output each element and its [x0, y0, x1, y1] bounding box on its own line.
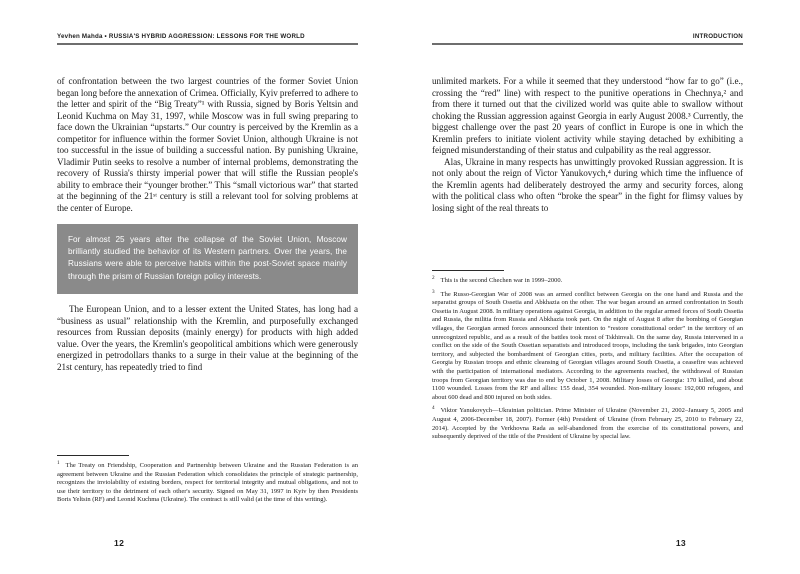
page-right — [400, 0, 800, 574]
folio-left: 12 — [114, 538, 125, 548]
paragraph-right-1: unlimited markets. For a while it seemed that they understood “how far to go” (i.e., crossing the “red” line) with respect to the punitive operations in Chechnya,² and from there it turned out that the civilized world was quite able to swallow without choking the Russian aggression against Georgia in early August 2008.³ Currently, the biggest challenge over the past 20 years of conflict in Europe is one in which the Kremlin prefers to initiate violent activity while staying detached by exhibiting a feigned misunderstanding of their status and culpability as the real aggressor. — [432, 76, 743, 156]
footnote-item — [57, 459, 358, 505]
footnote-number: 4 — [432, 405, 435, 412]
footnote-text: The Russo-Georgian War of 2008 was an armed conflict between Georgia on the one hand and Russia and the separatist groups of South Ossetia and Abkhazia on the other. The war began around an armed confrontation in South Ossetia in August 2008. In military operations against Georgia, in addition to the regular armed forces of South Ossetia and Russia, the militia from Russia and Abkhazia took part. On the night of August 8 after the bombing of Georgian villages, the Georgian armed forces announced their intention to “restore constitutional order” in the territory of an unrecognized republic, and as a result of the battles took most of Tskhinvali. On the same day, Russia intervened in a conflict on the side of the South Ossetian separatists and introduced troops, including the tank brigades, into Georgian territory, and subjected the bombardment of Georgian cities, ports, and military facilities. After the occupation of Georgia by Russian troops and ethnic cleansing of Georgian villages around South Ossetia, a ceasefire was achieved with the participation of international mediators. According to the agreements reached, the withdrawal of Russian troops from Georgian territory was due to end by October 1, 2008. Military losses of Georgia: 170 killed, and about 1100 wounded. Losses from the RF and allies: 155 dead, 354 wounded. Non-military losses: 192,000 refugees, and about 600 dead and 800 injured on both sides. — [432, 290, 743, 401]
footnote-number: 1 — [57, 459, 60, 466]
running-head-rule-right — [432, 43, 743, 45]
footnote-number: 3 — [432, 288, 435, 295]
footnotes-left — [57, 455, 358, 505]
paragraph-left-1: of confrontation between the two largest countries of the former Soviet Union began long before the annexation of Crimea. Officially, Kyiv preferred to adhere to the letter and spirit of the “Big Treaty”¹ with Russia, signed by Boris Yeltsin and Leonid Kuchma on May 31, 1997, while Moscow was in full swing preparing to face down the Ukrainian “upstarts.” Our country is perceived by the Kremlin as a competitor for influence within the former Soviet Union, although Ukraine is not too successful in the issue of building a successful nation. By punishing Ukraine, Vladimir Putin seeks to resolve a number of internal problems, demonstrating the recovery of Russia's thirsty imperial power that will stifle the Russian people's ability to embrace their “younger brother.” This “small victorious war” that started at the beginning of the 21ˢᵗ century is still a relevant tool for solving problems at the center of Europe. — [57, 76, 358, 214]
folio-right: 13 — [675, 538, 686, 548]
footnote-separator-right — [432, 270, 504, 271]
running-head-rule-left — [57, 43, 358, 45]
footnote-text: The Treaty on Friendship, Cooperation and Partnership between Ukraine and the Russian Federation is an agreement between Ukraine and the Russian Federation which consolidates the principle of strategic partnership, recognizes the inviolability of existing borders, respect for territorial integrity and mutual obligations, and not to use their territory to the detriment of each other's security. Signed on May 31, 1997 in Kyiv by then Presidents Boris Yeltsin (RF) and Leonid Kuchma (Ukraine). The contract is still valid (at the time of this writing). — [57, 462, 358, 504]
footnote-item — [432, 288, 743, 403]
running-head-right — [432, 32, 743, 45]
callout-pull-quote: For almost 25 years after the collapse of the Soviet Union, Moscow brilliantly studied the behavior of its Western partners. Over the years, the Russians were able to perceive habits within the post-Soviet space mainly through the prism of Russian foreign policy interests. — [57, 224, 358, 295]
page-right-text-block — [432, 0, 743, 574]
footnote-number: 2 — [432, 274, 435, 281]
footnote-separator-left — [57, 455, 129, 456]
paragraph-right-2: Alas, Ukraine in many respects has unwittingly provoked Russian aggression. It is not only about the reign of Victor Yanukovych,⁴ during which time the influence of the Kremlin agents had deliberately destroyed the army and security forces, along with the political class who often “broke the spear” in the fight for flimsy values by losing sight of the real threats to — [432, 156, 743, 214]
paragraph-left-2: The European Union, and to a lesser extent the United States, has long had a “business as usual” relationship with the Kremlin, and purposefully exchanged resources from Russian deposits (mainly energy) for products with high added value. Over the years, the Kremlin's geopolitical ambitions which were generously energized in petrodollars thanks to a surge in their value at the beginning of the 21st century, has repeatedly tried to find — [57, 304, 358, 372]
footnote-text: Viktor Yanukovych—Ukrainian politician. Prime Minister of Ukraine (November 21, 2002–January 5, 2005 and August 4, 2006-December 18, 2007). Former (4th) President of Ukraine (from February 25, 2010 to February 22, 2014). Accepted by the Verkhovna Rada as self-abandoned from the exercise of its constitutional powers, and subsequently deprived of the title of the President of Ukraine by special law. — [432, 407, 743, 441]
body-column-right — [432, 76, 743, 215]
footnote-item — [432, 407, 743, 441]
body-column-left — [57, 76, 358, 373]
running-head-left — [57, 32, 358, 45]
running-head-left-text: Yevhen Mahda • RUSSIA'S HYBRID AGGRESSION: LESSONS FOR THE WORLD — [57, 33, 305, 40]
footnote-item — [432, 274, 743, 286]
running-head-right-text: INTRODUCTION — [692, 33, 743, 40]
footnote-text: This is the second Chechen war in 1999–2000. — [440, 277, 563, 285]
page-left-text-block — [57, 0, 358, 574]
footnotes-right — [432, 270, 743, 442]
